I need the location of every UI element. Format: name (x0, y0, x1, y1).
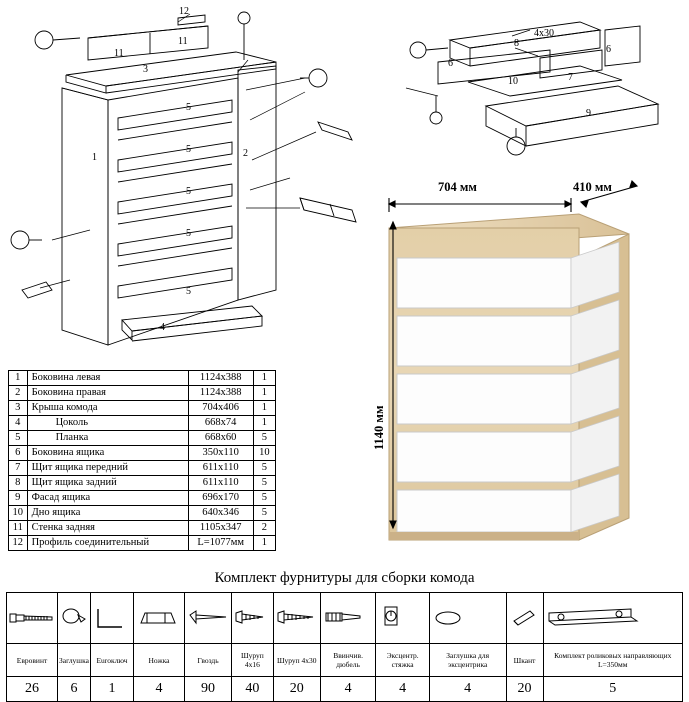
cam-lock-icon (376, 593, 429, 644)
part-qty: 1 (253, 386, 275, 401)
svg-text:11: 11 (114, 48, 124, 59)
svg-text:5: 5 (186, 102, 191, 113)
svg-text:7: 7 (568, 72, 573, 83)
table-row (9, 461, 276, 476)
drawer-svg (390, 0, 689, 170)
part-name: Дно ящика (27, 506, 188, 521)
part-no: 9 (9, 491, 28, 506)
part-name: Стенка задняя (27, 521, 188, 536)
svg-text:6: 6 (448, 58, 453, 69)
kit-count-row (7, 677, 683, 702)
cam-cover-icon (429, 593, 506, 644)
svg-text:10: 10 (508, 76, 518, 87)
part-size: 611х110 (188, 476, 253, 491)
svg-text:6: 6 (606, 44, 611, 55)
part-size: 611х110 (188, 461, 253, 476)
table-row (9, 386, 276, 401)
svg-text:9: 9 (586, 108, 591, 119)
svg-text:5: 5 (186, 144, 191, 155)
part-qty: 5 (253, 431, 275, 446)
part-size: 704х406 (188, 401, 253, 416)
kit-item-label: Евровинт (7, 644, 58, 677)
svg-text:4х30: 4х30 (534, 28, 554, 39)
part-no: 10 (9, 506, 28, 521)
kit-item-count: 1 (91, 677, 134, 702)
depth-dimension-label: 410 мм (573, 180, 612, 194)
height-dimension-label: 1140 мм (372, 405, 386, 450)
kit-item-count: 5 (543, 677, 683, 702)
kit-item-count: 20 (506, 677, 543, 702)
screw-4x30-icon (273, 593, 320, 644)
part-size: L=1077мм (188, 536, 253, 551)
drawer-slide-icon (543, 593, 683, 644)
table-row (9, 431, 276, 446)
kit-item-label: Шуруп 4х30 (273, 644, 320, 677)
part-qty: 5 (253, 476, 275, 491)
kit-item-count: 26 (7, 677, 58, 702)
part-size: 696х170 (188, 491, 253, 506)
kit-item-label: Заглушка (58, 644, 91, 677)
part-size: 668х60 (188, 431, 253, 446)
part-no: 7 (9, 461, 28, 476)
part-qty: 1 (253, 401, 275, 416)
kit-icon-row (7, 593, 683, 644)
part-qty: 10 (253, 446, 275, 461)
svg-text:4: 4 (160, 322, 165, 333)
part-name: Боковина левая (27, 371, 188, 386)
table-row (9, 521, 276, 536)
nail-icon (185, 593, 232, 644)
dowel-icon (320, 593, 376, 644)
part-name: Цоколь (27, 416, 188, 431)
part-no: 8 (9, 476, 28, 491)
assembly-svg (0, 0, 380, 365)
part-name: Крыша комода (27, 401, 188, 416)
part-qty: 5 (253, 491, 275, 506)
kit-item-count: 6 (58, 677, 91, 702)
kit-item-count: 4 (320, 677, 376, 702)
table-row (9, 401, 276, 416)
svg-text:5: 5 (186, 286, 191, 297)
kit-item-count: 4 (134, 677, 185, 702)
svg-text:8: 8 (514, 38, 519, 49)
kit-item-count: 20 (273, 677, 320, 702)
svg-text:5: 5 (186, 186, 191, 197)
table-row (9, 416, 276, 431)
part-no: 6 (9, 446, 28, 461)
part-qty: 1 (253, 536, 275, 551)
kit-item-label: Эксцентр. стяжка (376, 644, 429, 677)
part-qty: 2 (253, 521, 275, 536)
kit-label-row (7, 644, 683, 677)
width-dimension-label: 704 мм (438, 180, 477, 194)
dimension-arrows (375, 178, 685, 538)
kit-item-label: Шуруп 4х16 (232, 644, 274, 677)
kit-item-label: Шкант (506, 644, 543, 677)
kit-item-label: Комплект роликовых направляющих L=350мм (543, 644, 683, 677)
part-name: Щит ящика передний (27, 461, 188, 476)
table-row (9, 506, 276, 521)
part-size: 1124х388 (188, 386, 253, 401)
foot-icon (134, 593, 185, 644)
kit-item-count: 4 (429, 677, 506, 702)
svg-text:11: 11 (178, 36, 188, 47)
part-name: Боковина ящика (27, 446, 188, 461)
part-qty: 1 (253, 416, 275, 431)
part-name: Фасад ящика (27, 491, 188, 506)
kit-title: Комплект фурнитуры для сборки комода (214, 570, 475, 586)
part-name: Боковина правая (27, 386, 188, 401)
parts-table (8, 370, 276, 551)
drawer-assembly-drawing (390, 0, 689, 170)
part-qty: 1 (253, 371, 275, 386)
part-qty: 5 (253, 506, 275, 521)
part-size: 1105х347 (188, 521, 253, 536)
table-row (9, 536, 276, 551)
kit-item-count: 90 (185, 677, 232, 702)
part-no: 1 (9, 371, 28, 386)
part-name: Щит ящика задний (27, 476, 188, 491)
svg-text:12: 12 (179, 6, 189, 17)
part-size: 668х74 (188, 416, 253, 431)
part-name: Профиль соединительный (27, 536, 188, 551)
kit-item-label: Гвоздь (185, 644, 232, 677)
hardware-kit-table (6, 592, 683, 702)
part-no: 11 (9, 521, 28, 536)
screw-4x16-icon (232, 593, 274, 644)
euro-screw-icon (7, 593, 58, 644)
part-no: 2 (9, 386, 28, 401)
part-name: Планка (27, 431, 188, 446)
parts-table-body (9, 371, 276, 551)
cap-plug-icon (58, 593, 91, 644)
part-no: 4 (9, 416, 28, 431)
part-qty: 5 (253, 461, 275, 476)
table-row (9, 491, 276, 506)
table-row (9, 476, 276, 491)
kit-item-label: Заглушка для эксцентрика (429, 644, 506, 677)
table-row (9, 446, 276, 461)
part-size: 350х110 (188, 446, 253, 461)
part-no: 3 (9, 401, 28, 416)
kit-item-label: Ввинчив. дюбель (320, 644, 376, 677)
kit-item-count: 40 (232, 677, 274, 702)
svg-text:5: 5 (186, 228, 191, 239)
hex-key-icon (91, 593, 134, 644)
exploded-assembly-drawing (0, 0, 380, 365)
svg-text:1: 1 (92, 152, 97, 163)
svg-text:2: 2 (243, 148, 248, 159)
svg-text:3: 3 (143, 64, 148, 75)
table-row (9, 371, 276, 386)
part-size: 1124х388 (188, 371, 253, 386)
part-size: 640х346 (188, 506, 253, 521)
wood-dowel-icon (506, 593, 543, 644)
kit-item-label: Ножка (134, 644, 185, 677)
kit-item-label: Euroключ (91, 644, 134, 677)
part-no: 12 (9, 536, 28, 551)
kit-item-count: 4 (376, 677, 429, 702)
part-no: 5 (9, 431, 28, 446)
